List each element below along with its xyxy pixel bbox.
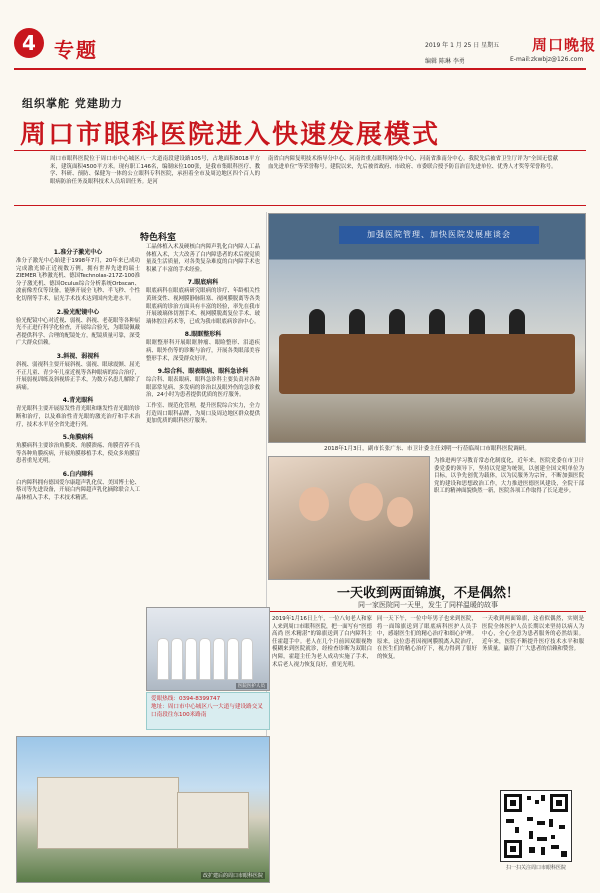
intro-left: 周口市眼科医院位于周口市中心城区八一大道南段建设路105号，占地面积8018平方米，建筑面积4500平方米。现有职工146名，编制床位100张，是我市集眼科医疗、教学、科研、预防、保健为一体的公立眼科专科医院，承担着全市及周边地区四个百人的眼病防治任务及眼科技术人员培训任务。是河	[50, 156, 260, 185]
dept-block	[16, 351, 140, 392]
qr-code	[500, 790, 572, 862]
dept-text: 白内障科拥有德国爱尔康超声乳化仪、美国博士伦、蔡司等先进设备，开展白内障超声乳化摘除联合人工晶体植入手术，手术技术精湛。	[16, 479, 140, 502]
building-photo	[16, 736, 270, 883]
dept-block	[146, 277, 260, 326]
editors-line: 编辑 陈琳 李勇	[425, 58, 465, 65]
building-shape	[37, 777, 179, 849]
qr-code-icon	[501, 791, 571, 861]
dept-text: 斜视、弱视科主要开展斜视、弱视、眼球震颤、屈光不正儿童、青少年儿童近视等各种眼病的综合治疗，开展弱视训练及斜视矫正手术，为数万名患儿解除了病痛。	[16, 361, 140, 391]
dept-heading: 1.准分子激光中心	[53, 249, 103, 256]
dept-heading: 3.斜视、弱视科	[56, 352, 100, 360]
intro-right: 南省白内障复明技术指导分中心、河南省重点眼科网络分中心、河南省淮南分中心。我院先后被省卫生厅评为“全国无偿献血先进单位”等荣誉称号。建院以来，先后被省政府、市政府、市委联合授予防盲治盲先进单位、优秀人才奖等荣誉称号。	[268, 156, 558, 170]
person-figure	[185, 638, 197, 680]
dept-text: 眼底病科在眼底病研究眼病的诊疗、年龄相关性黄斑变性、视网膜静脉阻塞、视网膜脱离等各类眼底病的诊治方面具有丰富的经验，率先在我市开展玻璃体切割手术、视网膜脱离复位手术、玻璃体腔注药术等，已成为我市眼底病诊治中心。	[146, 288, 260, 325]
meeting-table	[279, 334, 575, 394]
dept-heading: 8.眼眶整形科	[184, 331, 222, 339]
qr-caption: 扫一扫关注周口市眼科医院	[505, 865, 566, 871]
staff-caption: 医院医护人员	[238, 684, 265, 689]
dept-text: 准分子激光中心始建于1998年7月，20年来已成功完成激光矫正近视数万例，拥有世界先进的瑞士ZIEMER飞秒激光机、德国Technolas-217Z-100准分子激光机、德国Oculus综合分析系统Orbscan、波前像差仪等设备，能够开展全飞秒、半飞秒、个性化切削等手术，屈光手术技术达到国内先进水平。	[16, 258, 140, 302]
dept-heading: 6.白内障科	[62, 470, 94, 478]
dept-text: 工作室、规范化管理，提升医院综合实力，全力打造周口眼科品牌，为周口及周边地区群众提供更加优质的眼科医疗服务。	[146, 402, 260, 425]
dept-heading: 9.综合科、眼表眼病、眼科急诊科	[157, 368, 249, 376]
header-rule	[14, 68, 586, 70]
feature-heading: 特色科室	[140, 233, 177, 243]
meeting-caption: 2018年1月3日，副市长张广东、市卫计委主任刘明一行莅临周口市眼科医院调研。	[324, 446, 530, 452]
building-shape	[177, 792, 249, 849]
newspaper-logo: 周口晚报	[532, 36, 597, 54]
dept-text: 角膜病科主要诊治角膜炎、角膜溃疡、角膜营养不良等各种角膜疾病，开展角膜移植手术，使众多角膜盲患者重见光明。	[16, 443, 140, 465]
person-figure	[199, 638, 211, 680]
date-line: 2019 年 1 月 25 日 星期五	[425, 42, 500, 49]
dept-heading: 7.眼底病科	[187, 279, 219, 287]
dept-heading: 2.验光配镜中心	[56, 308, 100, 316]
meeting-banner: 加强医院管理、加快医院发展座谈会	[339, 226, 539, 244]
dept-block	[16, 395, 140, 429]
story-subline: 同一家医院同一天里，发生了同样温暖的故事	[358, 601, 498, 609]
dept-heading: 5.角膜病科	[62, 434, 94, 442]
meeting-photo	[268, 213, 586, 443]
column-1	[16, 244, 140, 503]
title-rule	[14, 150, 586, 151]
person-figure	[213, 638, 225, 680]
dept-block	[16, 469, 140, 503]
patients-photo	[268, 456, 430, 580]
dept-text: 眼眶整形科开展眼眶肿瘤、眼睑整形、泪道疾病、眼外伤等的诊断与治疗，开展各类眼部美容整形手术，深受群众好评。	[146, 340, 260, 362]
person-figure	[157, 638, 169, 680]
story-rule	[270, 611, 586, 612]
person-figure	[171, 638, 183, 680]
dept-block	[16, 307, 140, 348]
article-subtitle: 组织掌舵 党建助力	[22, 97, 123, 110]
right-column-text: 为推进两学习教育常态化制度化，近年来，医院党委在市卫计委党委的领导下，坚持以党建为统领，以创建全国文明单位为目标，以争先创优为载体，以为民服务为宗旨，不断加强医院党的建设和思想政治工作，大力推进医德医风建设，全院干部职工的精神面貌焕然一新，医院各项工作取得了长足进步。	[434, 458, 584, 495]
face-shape	[349, 483, 383, 521]
story-column-1: 2019年1月16日上午，一位八旬老人和家人来到周口市眼科医院，把一面写有“医德高尚 医术精湛”的锦旗送到了白内障科主任霍超手中。老人在几个月前因双眼视物模糊来到医院就诊，经检查诊断为双眼白内障，霍超主任为老人成功实施了手术，术后老人视力恢复良好，重见光明。	[272, 616, 372, 668]
column-2	[146, 244, 260, 426]
dept-block	[146, 366, 260, 400]
story-column-3: 一天收到两面锦旗，这看似偶然，实则是医院全体医护人员长期以来坚持以病人为中心，全心全意为患者服务的必然结果。近年来，医院不断提升医疗技术水平和服务质量，赢得了广大患者的信赖和赞誉。	[482, 616, 584, 653]
dept-text: 验光配镜中心对近视、弱视、斜视、老花眼等各种屈光不正进行科学化检查，开展综合验光，为眼镜佩戴者提供科学、合理的配镜处方，配镜质量可靠，深受广大群众信赖。	[16, 317, 140, 347]
story-column-2: 同一天下午，一位中年男子也来到医院，将一面锦旗送到了眼底病科医护人员手中，感谢医生们的精心治疗和细心护理。原来，这位患者因视网膜脱离入院治疗，在医生们的精心治疗下，视力得到了很好的恢复。	[377, 616, 477, 660]
intro-rule	[14, 205, 586, 206]
face-shape	[299, 487, 329, 521]
building-caption: 改扩建后的周口市眼科医院	[202, 873, 263, 879]
dept-block	[146, 329, 260, 363]
face-shape	[387, 497, 413, 527]
dept-text: 综合科、眼表眼病、眼科急诊科主要负责对各种眼部常见病、多发病的诊治以及眼外伤的急诊救治，24小时为患者提供优质的医疗服务。	[146, 377, 260, 399]
dept-block	[16, 432, 140, 466]
staff-photo	[146, 607, 270, 691]
dept-text: 青光眼科主要开展原发性青光眼和继发性青光眼的诊断和治疗，以及难治性青光眼的激光治疗和手术治疗，技术水平居全省先进行列。	[16, 406, 140, 428]
dept-heading: 4.青光眼科	[62, 397, 94, 405]
dept-text: 工晶体植入术及硬核白内障声乳化白内障人工晶体植入术，大大改善了白内障患者的术后视觉质量及生活质量，对各类复杂难度的白内障手术也积累了丰富的手术经验。	[146, 244, 260, 273]
hotline-box: 爱眼热线：0394-8399747 地址：周口市中心城区八一大道与建设路交叉口南段往东100米路南	[146, 692, 270, 730]
email-line: E-mail:zkwbjz@126.com	[510, 56, 584, 63]
page-number-badge: 4	[14, 28, 44, 58]
story-headline: 一天收到两面锦旗，不是偶然！	[336, 586, 519, 601]
person-figure	[241, 638, 253, 680]
person-figure	[227, 638, 239, 680]
article-title: 周口市眼科医院进入快速发展模式	[20, 120, 441, 150]
section-title: 专题	[54, 38, 98, 62]
dept-block	[16, 247, 140, 304]
